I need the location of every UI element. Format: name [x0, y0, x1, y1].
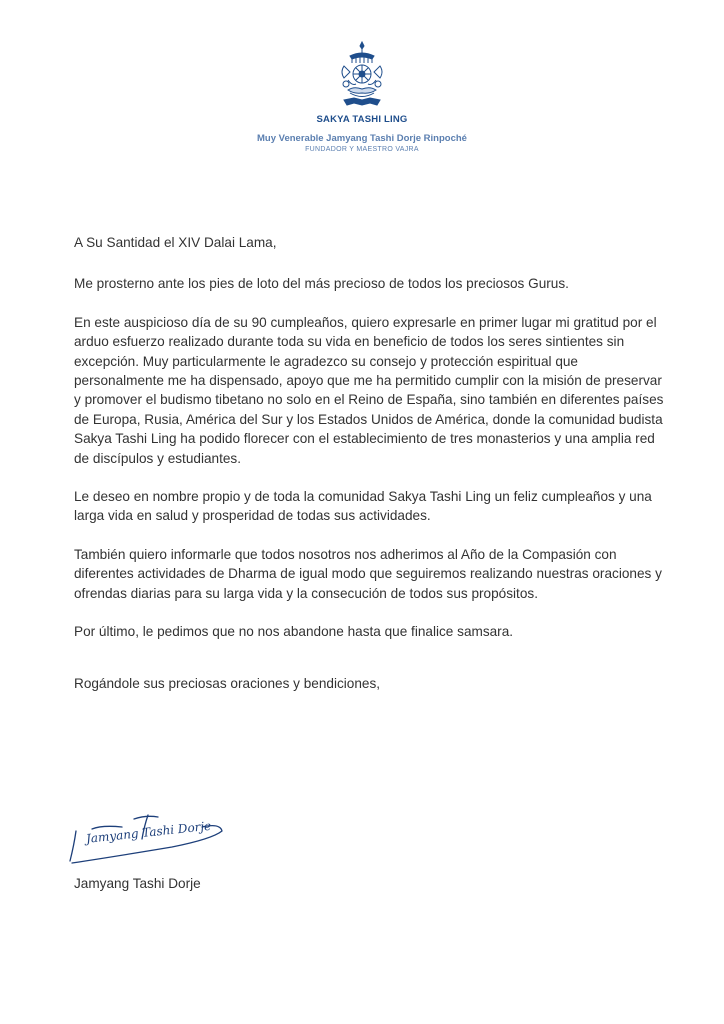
paragraph: Le deseo en nombre propio y de toda la comunidad Sakya Tashi Ling un feliz cumpleaños y una larga vida en salud y prosperidad de todas sus actividades. [74, 489, 652, 524]
sakya-tashi-ling-emblem-icon [330, 40, 394, 110]
paragraph: En este auspicioso día de su 90 cumpleaños, quiero expresarle en primer lugar mi gratitud por el arduo esfuerzo realizado durante toda su vida en beneficio de todos los seres sintientes sin excepción. Muy particularmente le agradezco su consejo y protección espiritual que personalmente me ha dispensado, apoyo que me ha permitido cumplir con la misión de preservar y promover el budismo tibetano no solo en el Reino de España, sino también en diferentes países de Europa, Rusia, América del Sur y los Estados Unidos de América, donde la comunidad budista Sakya Tashi Ling ha podido florecer con el establecimiento de tres monasterios y una amplia red de discípulos y estudiantes. [74, 314, 664, 466]
founder-title: FUNDADOR Y MAESTRO VAJRA [305, 146, 419, 153]
letterhead [0, 40, 724, 153]
paragraph: Por último, le pedimos que no nos abandone hasta que finalice samsara. [74, 624, 514, 640]
letter-body [74, 233, 664, 712]
founder-name: Muy Venerable Jamyang Tashi Dorje Rinpoché [257, 133, 467, 144]
org-name: SAKYA TASHI LING [316, 114, 408, 125]
signer-name: Jamyang Tashi Dorje [74, 876, 201, 891]
signature-image [62, 805, 232, 867]
paragraph: Me prosterno ante los pies de loto del más precioso de todos los preciosos Gurus. [74, 276, 569, 292]
closing: Rogándole sus preciosas oraciones y bendiciones, [74, 675, 381, 691]
salutation: A Su Santidad el XIV Dalai Lama, [74, 235, 277, 250]
svg-text:Jamyang Tashi Dorje: Jamyang Tashi Dorje [85, 818, 212, 846]
paragraph: También quiero informarle que todos nosotros nos adherimos al Año de la Compasión con diferentes actividades de Dharma de igual modo que seguiremos realizando nuestras oraciones y ofrendas diarias para su larga vida y la consecución de todos sus propósitos. [74, 546, 662, 601]
